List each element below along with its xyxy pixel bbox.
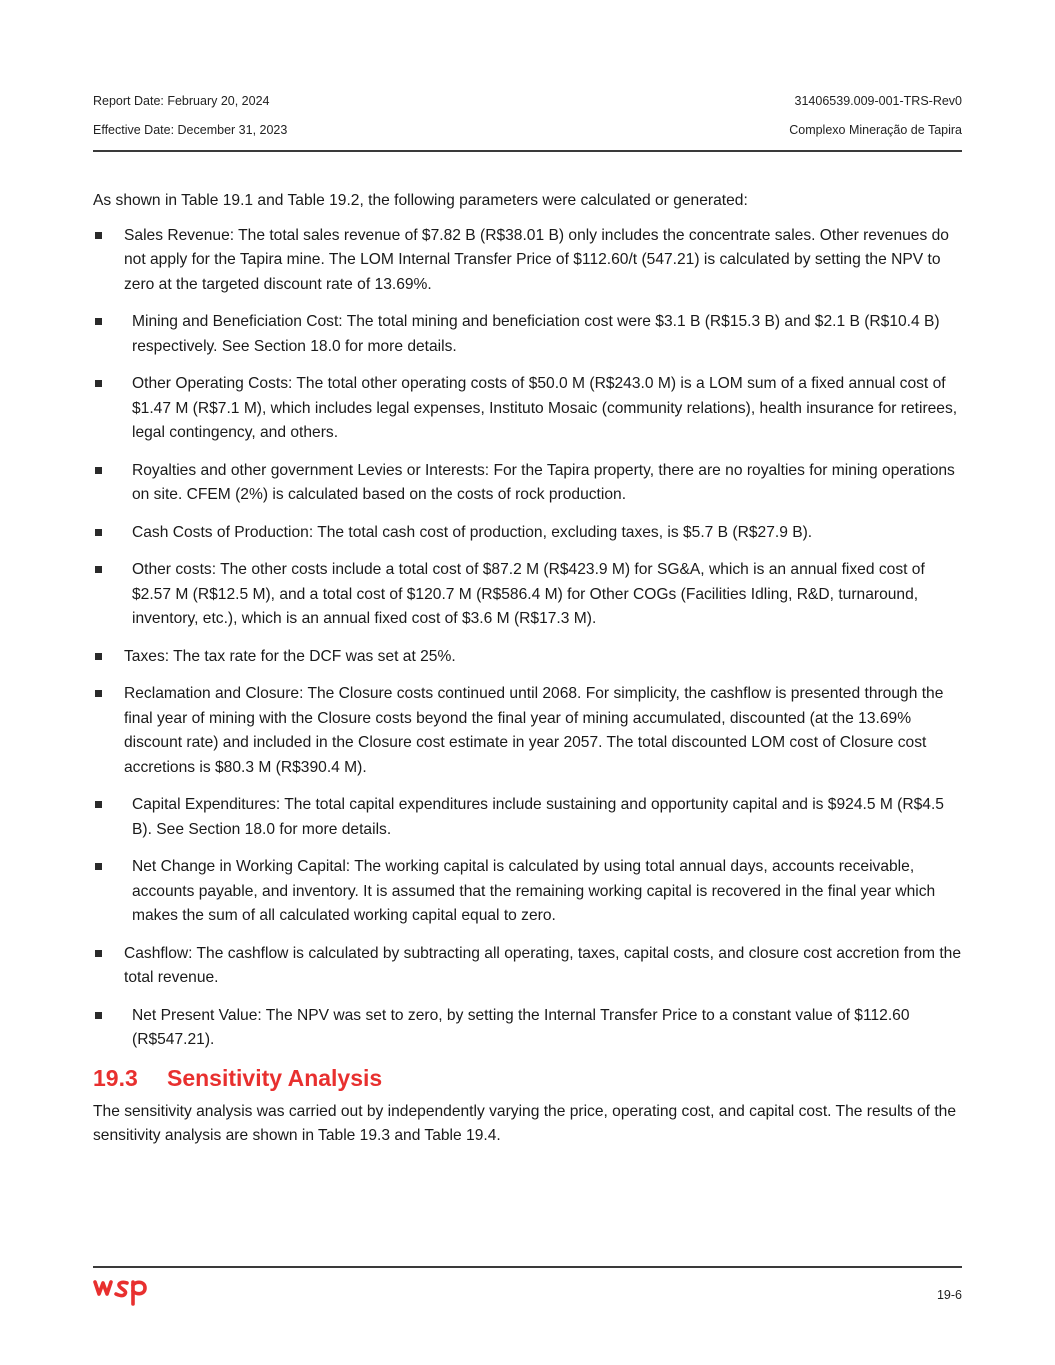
parameter-list [93,224,965,1053]
page-header [93,88,962,152]
square-bullet-icon [95,950,102,957]
project-name: Complexo Mineração de Tapira [789,123,962,137]
list-item-text: Capital Expenditures: The total capital expenditures include sustaining and opportunity capital and is $924.5 M (R$4.5 B). See Section 18.0 for more details. [132,796,944,838]
effective-date: Effective Date: December 31, 2023 [93,123,288,137]
list-item [93,682,965,780]
wsp-logo-icon [93,1277,157,1307]
list-item-text: Mining and Beneficiation Cost: The total mining and beneficiation cost were $3.1 B (R$15.3 B) and $2.1 B (R$10.4 B) respectively. See Section 18.0 for more details. [132,313,940,355]
section-title: Sensitivity Analysis [167,1064,383,1091]
section-number: 19.3 [93,1064,138,1091]
square-bullet-icon [95,380,102,387]
list-item-text: Royalties and other government Levies or Interests: For the Tapira property, there are no royalties for mining operations on site. CFEM (2%) is calculated based on the costs of rock production. [132,461,955,503]
report-date: Report Date: February 20, 2024 [93,94,270,108]
list-item-text: Sales Revenue: The total sales revenue of $7.82 B (R$38.01 B) only includes the concentrate sales. Other revenues do not apply for the Tapira mine. The LOM Internal Transfer Price of $112.60/t (547.21) is calculated by setting the NPV to zero at the targeted discount rate of 13.69%. [124,226,949,293]
square-bullet-icon [95,232,102,239]
square-bullet-icon [95,690,102,697]
list-item [93,793,965,842]
list-item [93,855,965,929]
list-item-text: Cash Costs of Production: The total cash cost of production, excluding taxes, is $5.7 B (R$27.9 B). [132,523,813,541]
square-bullet-icon [95,801,102,808]
list-item-text: Net Present Value: The NPV was set to zero, by setting the Internal Transfer Price to a constant value of $112.60 (R$547.21). [132,1006,910,1048]
list-item [93,372,965,446]
list-item-text: Other costs: The other costs include a total cost of $87.2 M (R$423.9 M) for SG&A, which is an annual fixed cost of $2.57 M (R$12.5 M), and a total cost of $120.7 M (R$586.4 M) for Other COGs (Facilities Idling, R&D, turnaround, inventory, etc.), which is an annual fixed cost of $3.6 M (R$17.3 M). [132,561,925,627]
square-bullet-icon [95,863,102,870]
list-item-text: Cashflow: The cashflow is calculated by subtracting all operating, taxes, capital costs, and closure cost accretion from the total revenue. [124,944,961,986]
page-number: 19-6 [936,1288,962,1302]
list-item [93,942,965,991]
list-item-text: Net Change in Working Capital: The working capital is calculated by using total annual days, accounts receivable, accounts payable, and inventory. It is assumed that the remaining working capital is recovered in the final year which makes the sum of all calculated working capital equal to zero. [132,858,936,924]
square-bullet-icon [95,566,102,573]
square-bullet-icon [95,653,102,660]
list-item [93,1004,965,1053]
section-heading [93,1064,965,1092]
document-number: 31406539.009-001-TRS-Rev0 [794,94,962,108]
list-item [93,558,965,632]
square-bullet-icon [95,318,102,325]
list-item [93,459,965,508]
list-item [93,645,965,670]
square-bullet-icon [95,467,102,474]
page-footer [93,1266,962,1318]
square-bullet-icon [95,1012,102,1019]
list-item-text: Reclamation and Closure: The Closure costs continued until 2068. For simplicity, the cashflow is presented through the final year of mining with the Closure costs beyond the final year of mining accumulated, discounted (at the 13.69% discount rate) and included in the Closure cost estimate in year 2057. The total discounted LOM cost of Closure cost accretions is $80.3 M (R$390.4 M). [124,685,944,776]
list-item-text: Taxes: The tax rate for the DCF was set at 25%. [124,647,456,665]
section-body: The sensitivity analysis was carried out by independently varying the price, operating cost, and capital cost. The results of the sensitivity analysis are shown in Table 19.3 and Table 19.4. [93,1102,957,1144]
square-bullet-icon [95,529,102,536]
list-item [93,310,965,359]
list-item [93,224,965,298]
intro-paragraph: As shown in Table 19.1 and Table 19.2, the following parameters were calculated or generated: [93,192,748,209]
list-item [93,521,965,546]
list-item-text: Other Operating Costs: The total other operating costs of $50.0 M (R$243.0 M) is a LOM sum of a fixed annual cost of $1.47 M (R$7.1 M), which includes legal expenses, Instituto Mosaic (community relations), health insurance for retirees, legal contingency, and others. [132,375,958,441]
page-content [93,189,965,1149]
